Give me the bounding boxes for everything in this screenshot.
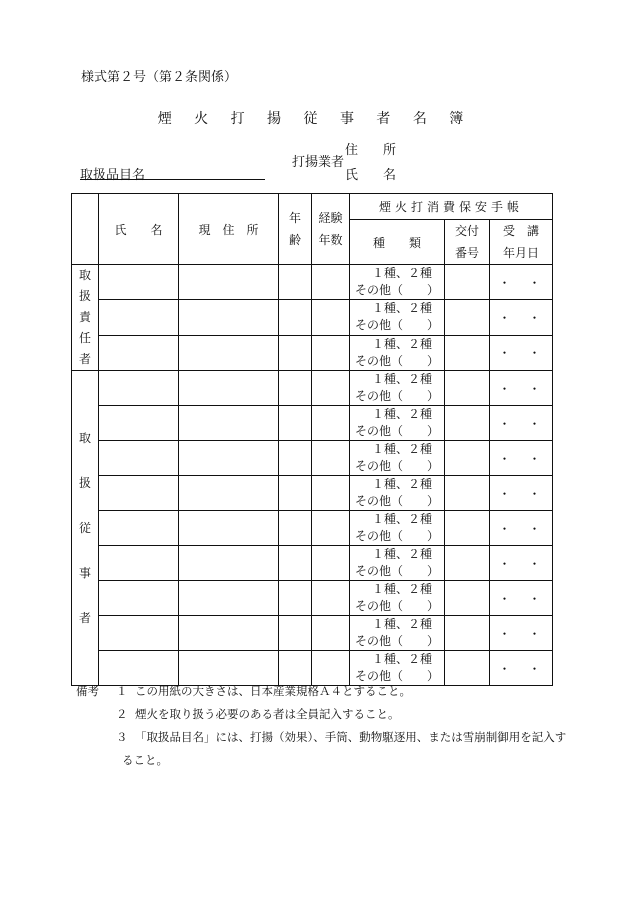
experience-cell[interactable] [312,581,350,616]
age-cell[interactable] [279,546,312,581]
type-options-text: １種、２種 [371,407,432,421]
address-cell[interactable] [179,300,279,335]
age-cell[interactable] [279,511,312,546]
age-cell[interactable] [279,616,312,651]
issue-number-cell[interactable] [445,335,490,370]
group-label-workers-char: 事 [78,565,91,580]
group-label-workers-char: 扱 [78,475,91,490]
experience-cell[interactable] [312,511,350,546]
name-cell[interactable] [99,406,179,441]
header-course-line1: 受 講 [502,224,539,238]
header-type: 種 類 [350,220,445,265]
note-number: １ [116,684,128,698]
name-cell[interactable] [99,371,179,406]
name-cell[interactable] [99,476,179,511]
issue-number-cell[interactable] [445,300,490,335]
type-options-text: １種、２種 [371,512,432,526]
type-options-text: １種、２種 [371,372,432,386]
header-course-date [490,220,553,265]
table-row [72,441,553,476]
header-course-line2: 年月日 [502,246,539,260]
note-text-continuation: ること。 [122,753,168,767]
operator-name-label: 氏 名 [345,168,403,183]
issue-number-cell[interactable] [445,511,490,546]
header-issue-line1: 交付 [454,224,479,238]
issue-number-cell[interactable] [445,371,490,406]
address-cell[interactable] [179,476,279,511]
address-cell[interactable] [179,406,279,441]
header-exp-line1: 経験 [318,211,343,225]
header-experience [312,194,350,265]
experience-cell[interactable] [312,335,350,370]
issue-number-cell[interactable] [445,441,490,476]
type-cell[interactable] [350,616,445,651]
course-date-cell[interactable]: ・ ・ [490,581,553,616]
experience-cell[interactable] [312,371,350,406]
type-options-text: １種、２種 [371,301,432,316]
type-options-text: １種、２種 [371,582,432,596]
header-license: 煙火打消費保安手帳 [350,194,553,220]
experience-cell[interactable] [312,406,350,441]
type-options-text: １種、２種 [371,477,432,491]
note-text: 煙火を取り扱う必要のある者は全員記入すること。 [135,707,400,721]
address-cell[interactable] [179,511,279,546]
issue-number-cell[interactable] [445,581,490,616]
group-label-manager-char: 者 [78,352,91,366]
course-date-cell[interactable]: ・ ・ [490,546,553,581]
course-date-cell[interactable]: ・ ・ [490,300,553,335]
age-cell[interactable] [279,371,312,406]
experience-cell[interactable] [312,265,350,300]
experience-cell[interactable] [312,476,350,511]
course-date-cell[interactable]: ・ ・ [490,441,553,476]
name-cell[interactable] [99,511,179,546]
type-cell[interactable] [350,371,445,406]
course-date-cell[interactable]: ・ ・ [490,616,553,651]
address-cell[interactable] [179,441,279,476]
age-cell[interactable] [279,476,312,511]
type-cell[interactable] [350,581,445,616]
type-other-text: その他（ ） [354,424,439,438]
type-options-text: １種、２種 [371,547,432,561]
operator-address-label: 住 所 [345,143,403,158]
age-cell[interactable] [279,265,312,300]
type-other-text: その他（ ） [354,529,439,543]
table-row [72,371,553,406]
group-label-workers-char: 者 [78,610,91,625]
type-options-text: １種、２種 [371,617,432,631]
group-label-manager-char: 取 [78,268,91,282]
type-cell[interactable] [350,476,445,511]
issue-number-cell[interactable] [445,651,490,686]
type-other-text: その他（ ） [354,494,439,508]
age-cell[interactable] [279,335,312,370]
type-other-text: その他（ ） [354,564,439,578]
table-row [72,546,553,581]
course-date-cell[interactable]: ・ ・ [490,406,553,441]
type-other-text: その他（ ） [354,634,439,648]
course-date-cell[interactable]: ・ ・ [490,651,553,686]
group-label-manager-char: 責 [78,310,91,324]
age-cell[interactable] [279,441,312,476]
header-issue-number [445,220,490,265]
type-options-text: １種、２種 [371,266,432,281]
type-options-text: １種、２種 [371,442,432,456]
type-cell[interactable] [350,546,445,581]
name-cell[interactable] [99,441,179,476]
document-title: 煙 火 打 揚 従 事 者 名 簿 [157,111,473,127]
address-cell[interactable] [179,581,279,616]
type-other-text: その他（ ） [354,389,439,403]
address-cell[interactable] [179,371,279,406]
address-cell[interactable] [179,546,279,581]
experience-cell[interactable] [312,300,350,335]
table-row [72,265,553,300]
type-other-text: その他（ ） [354,459,439,473]
group-label-workers-char: 従 [78,520,91,535]
roster-table [71,193,553,686]
operator-label: 打揚業者 [292,155,345,170]
header-corner [72,194,99,265]
type-cell[interactable] [350,300,445,335]
course-date-cell[interactable]: ・ ・ [490,511,553,546]
type-cell[interactable] [350,441,445,476]
issue-number-cell[interactable] [445,476,490,511]
type-cell[interactable] [350,511,445,546]
note-number: ３ [116,730,128,744]
header-address: 現 住 所 [179,194,279,265]
table-row [72,335,553,370]
issue-number-cell[interactable] [445,546,490,581]
table-row [72,476,553,511]
group-label-manager-char: 任 [78,331,91,345]
type-other-text: その他（ ） [354,353,439,368]
type-other-text: その他（ ） [354,669,439,683]
name-cell[interactable] [99,300,179,335]
course-date-cell[interactable]: ・ ・ [490,476,553,511]
name-cell[interactable] [99,335,179,370]
header-exp-line2: 年数 [318,233,343,247]
type-cell[interactable] [350,265,445,300]
notes-label: 備考 [76,684,99,698]
name-cell[interactable] [99,581,179,616]
form-number: 様式第２号（第２条関係） [81,70,238,85]
type-cell[interactable] [350,335,445,370]
type-cell[interactable] [350,406,445,441]
handled-items-underline [80,179,265,180]
table-row [72,511,553,546]
handled-items-label: 取扱品目名 [80,168,146,183]
header-issue-line2: 番号 [454,246,479,260]
header-age-line2: 齢 [288,233,301,247]
address-cell[interactable] [179,265,279,300]
group-label-workers-char: 取 [78,430,91,445]
address-cell[interactable] [179,616,279,651]
course-date-cell[interactable]: ・ ・ [490,371,553,406]
issue-number-cell[interactable] [445,616,490,651]
table-row [72,616,553,651]
table-row [72,581,553,616]
type-other-text: その他（ ） [354,283,439,298]
age-cell[interactable] [279,581,312,616]
age-cell[interactable] [279,300,312,335]
name-cell[interactable] [99,616,179,651]
table-row [72,406,553,441]
type-options-text: １種、２種 [371,336,432,351]
address-cell[interactable] [179,335,279,370]
type-options-text: １種、２種 [371,652,432,666]
experience-cell[interactable] [312,616,350,651]
note-text: この用紙の大きさは、日本産業規格Ａ４とすること。 [135,684,411,698]
group-label-manager-char: 扱 [78,289,91,303]
name-cell[interactable] [99,265,179,300]
header-name: 氏 名 [99,194,179,265]
type-other-text: その他（ ） [354,318,439,333]
experience-cell[interactable] [312,546,350,581]
note-text: 「取扱品目名」には、打揚（効果）、手筒、動物駆逐用、または雪崩制御用を記入す [135,730,567,744]
course-date-cell[interactable]: ・ ・ [490,335,553,370]
experience-cell[interactable] [312,441,350,476]
group-label-workers [72,371,99,686]
header-age-line1: 年 [288,211,301,225]
table-row [72,300,553,335]
group-label-manager [72,265,99,371]
age-cell[interactable] [279,406,312,441]
issue-number-cell[interactable] [445,265,490,300]
issue-number-cell[interactable] [445,406,490,441]
course-date-cell[interactable]: ・ ・ [490,265,553,300]
note-number: ２ [116,707,128,721]
type-other-text: その他（ ） [354,599,439,613]
header-age [279,194,312,265]
name-cell[interactable] [99,546,179,581]
